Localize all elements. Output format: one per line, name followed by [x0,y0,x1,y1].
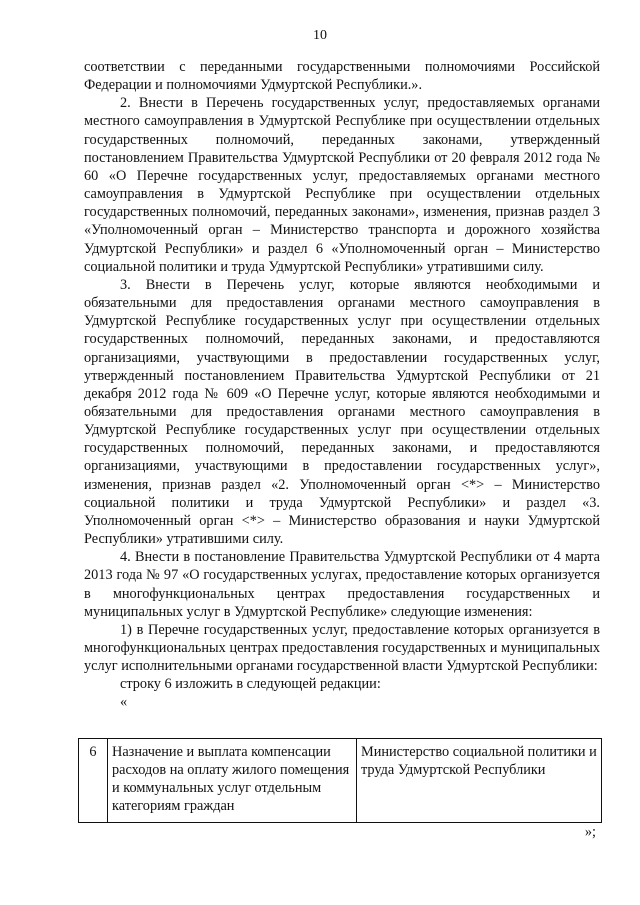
paragraph-item-2: 2. Внести в Перечень государственных услуг, предоставляемых органами местного самоуправления в Удмуртской Республике при осуществлении отдельных государственных полномочий, переданных законами, утвержденный постановлением Правительства Удмуртской Республики от 20 февраля 2012 года № 60 «О Перечне государственных услуг, предоставляемых органами местного самоуправления в Удмуртской Республике при осуществлении отдельных государственных полномочий, переданных законами», изменения, признав раздел 3 «Уполномоченный орган – Министерство транспорта и дорожного хозяйства Удмуртской Республики» и раздел 6 «Уполномоченный орган – Министерство социальной политики и труда Удмуртской Республики» утратившими силу. [84,95,600,275]
document-body [84,58,600,712]
opening-quote: « [120,694,128,711]
page-number: 10 [313,28,327,43]
closing-quote: »; [584,824,596,840]
services-table [78,738,602,823]
table-row [79,739,602,823]
paragraph-item-4: 4. Внести в постановление Правительства Удмуртской Республики от 4 марта 2013 года № 97 «О государственных услугах, предоставление которых организуется в многофункциональных центрах предоставления государственных и муниципальных услуг в Удмуртской Республике» следующие изменения: [84,549,600,620]
row-number-cell: 6 [79,739,108,823]
paragraph-continuation: соответствии с переданными государственными полномочиями Российской Федерации и полномочиями Удмуртской Республики.». [84,59,600,94]
paragraph-instruction: строку 6 изложить в следующей редакции: [120,676,381,693]
paragraph-subitem-1: 1) в Перечне государственных услуг, предоставление которых организуется в многофункциональных центрах предоставления государственных и муниципальных услуг исполнительными органами государственной власти Удмуртской Республики: [84,621,600,675]
paragraph-item-3: 3. Внести в Перечень услуг, которые являются необходимыми и обязательными для предоставления органами местного самоуправления в Удмуртской Республике государственных услуг при осуществлении отдельных государственных полномочий, переданных законами, и предоставляются организациями, участвующими в предоставлении государственных услуг, утвержденный постановлением Правительства Удмуртской Республики от 21 декабря 2012 года № 609 «О Перечне услуг, которые являются необходимыми и обязательными для предоставления органами местного самоуправления в Удмуртской Республике государственных услуг при осуществлении отдельных государственных полномочий, переданных законами, и предоставляются организациями, участвующими в предоставлении государственных услуг», изменения, признав раздел «2. Уполномоченный орган <*> – Министерство социальной политики и труда Удмуртской Республики» и раздел «3. Уполномоченный орган <*> – Министерство образования и науки Удмуртской Республики» утратившими силу. [84,276,600,548]
service-name-cell: Назначение и выплата компенсации расходов на оплату жилого помещения и коммунальных услуг отдельным категориям граждан [108,739,357,823]
authority-cell: Министерство социальной политики и труда Удмуртской Республики [357,739,602,823]
